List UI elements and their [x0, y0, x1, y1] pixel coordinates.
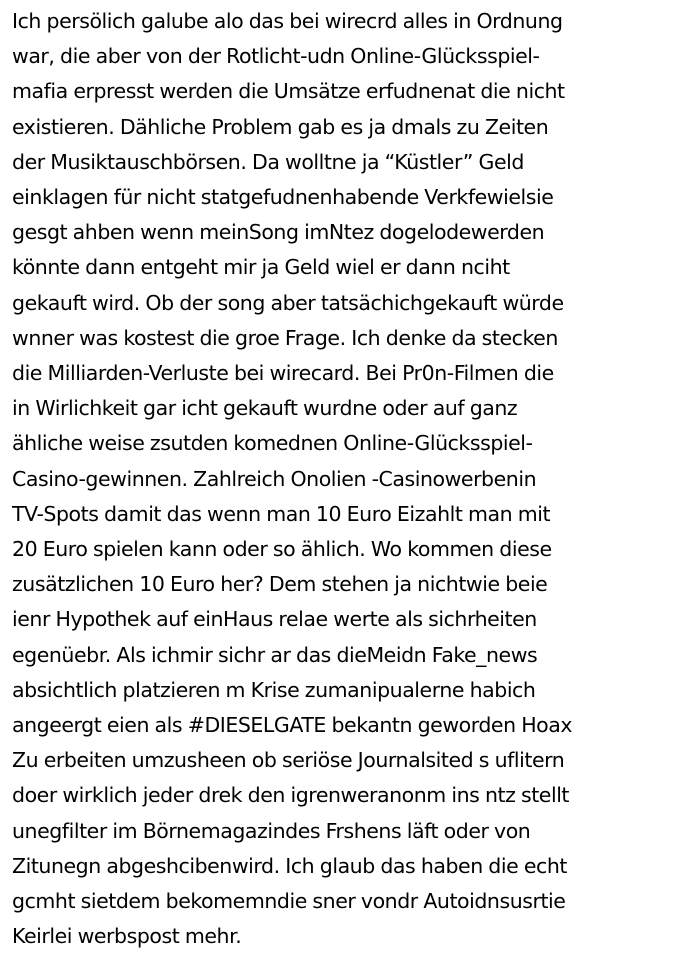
text-line: 20 Euro spielen kann oder so ählich. Wo kommen diese [12, 537, 552, 562]
text-line: Zu erbeiten umzusheen ob seriöse Journalsited s uflitern [12, 748, 565, 773]
text-line: gesgt ahben wenn meinSong imNtez dogelodewerden [12, 220, 545, 245]
text-line: mafia erpresst werden die Umsätze erfudnenat die nicht [12, 79, 565, 104]
document-page [12, 4, 680, 954]
text-line: egenüebr. Als ichmir sichr ar das dieMeidn Fake_news [12, 642, 538, 667]
text-line: ienr Hypothek auf einHaus relae werte als sichrheiten [12, 607, 537, 632]
text-line: unegfilter im Börnemagazindes Frshens läft oder von [12, 818, 531, 843]
text-line: TV-Spots damit das wenn man 10 Euro Eizahlt man mit [12, 501, 551, 526]
text-line: könnte dann entgeht mir ja Geld wiel er dann nciht [12, 255, 510, 280]
text-line: zusätzlichen 10 Euro her? Dem stehen ja nichtwie beie [12, 572, 548, 597]
text-line: gcmht sietdem bekomemndie sner vondr Autoidnsusrtie [12, 889, 566, 914]
text-line: doer wirklich jeder drek den igrenweranonm ins ntz stellt [12, 783, 570, 808]
text-line: wnner was kostest die groe Frage. Ich denke da stecken [12, 325, 558, 350]
text-line: ähliche weise zsutden komednen Online-Glücksspiel- [12, 431, 533, 456]
text-line: absichtlich platzieren m Krise zumanipualerne habich [12, 677, 536, 702]
text-line: angeergt eien als #DIESELGATE bekantn geworden Hoax [12, 713, 573, 738]
text-line: Casino-gewinnen. Zahlreich Onolien -Casinowerbenin [12, 466, 537, 491]
text-line: existieren. Dähliche Problem gab es ja dmals zu Zeiten [12, 114, 549, 139]
text-line: einklagen für nicht statgefudnenhabende Verkfewielsie [12, 185, 554, 210]
text-line: die Milliarden-Verluste bei wirecard. Bei Pr0n-Filmen die [12, 361, 554, 386]
body-paragraph [12, 4, 680, 954]
text-line: Keirlei werbspost mehr. [12, 924, 242, 949]
text-line: Ich persölich galube alo das bei wirecrd alles in Ordnung [12, 9, 563, 33]
text-line: Zitunegn abgeshcibenwird. Ich glaub das haben die echt [12, 853, 567, 878]
text-line: in Wirlichkeit gar icht gekauft wurdne oder auf ganz [12, 396, 518, 421]
text-line: gekauft wird. Ob der song aber tatsächichgekauft würde [12, 290, 564, 315]
text-line: war, die aber von der Rotlicht-udn Online-Glücksspiel- [12, 44, 540, 69]
text-line: der Musiktauschbörsen. Da wolltne ja “Küstler” Geld [12, 149, 524, 174]
